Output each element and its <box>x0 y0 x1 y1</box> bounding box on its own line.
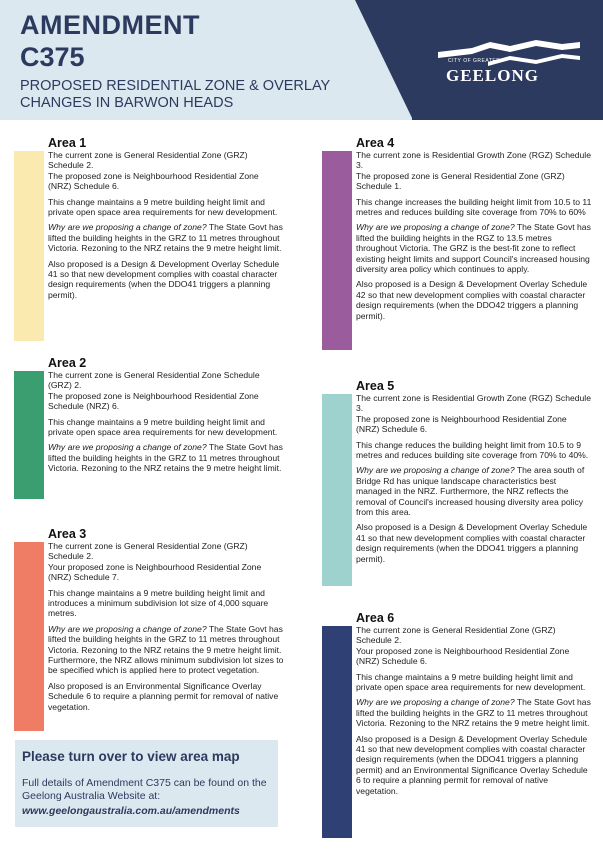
area-6-why <box>356 697 592 728</box>
area-1-why-answer: The State Govt has lifted the building heights in the GRZ to 11 metres throughout Victoria. Rezoning to the NRZ retains the 9 metre height limit. <box>48 222 283 254</box>
area-2-color-bar <box>14 371 44 499</box>
area-5-change: This change reduces the building height limit from 10.5 to 9 metres and reduces building site coverage from 70% to 40%. <box>356 439 589 461</box>
area-6-title: Area 6 <box>356 611 395 625</box>
area-6-overlay: Also proposed is a Design & Development Overlay Schedule 41 so that new development complies with coastal character design requirements (when the DDO41 triggers a planning permit) and an Environmental Significance Overlay Schedule 6 to require a planning permit for removal of native vegetation. <box>356 733 588 796</box>
area-1-proposed-zone: The proposed zone is Neighbourhood Residential Zone (NRZ) Schedule 6. <box>48 170 259 192</box>
area-4-current-zone: The current zone is Residential Growth Zone (RGZ) Schedule 3. <box>356 150 591 171</box>
area-6-color-bar <box>322 626 352 838</box>
area-5-why <box>356 465 592 517</box>
area-2-title: Area 2 <box>48 356 87 370</box>
area-5-why-answer: The area south of Bridge Rd has unique landscape characteristics best managed in the NRZ. Furthermore, the NRZ reflects the removal of Council's increased housing diversity area policy from this area. <box>356 465 585 518</box>
callout-title: Please turn over to view area map <box>22 749 240 764</box>
area-3-current-zone: The current zone is General Residential Zone (GRZ) Schedule 2. <box>48 541 248 562</box>
page-title: AMENDMENT <box>20 10 200 40</box>
area-3-proposed-zone: Your proposed zone is Neighbourhood Residential Zone (NRZ) Schedule 7. <box>48 561 262 583</box>
area-6-why-question: Why are we proposing a change of zone? <box>356 697 515 708</box>
page-subtitle: PROPOSED RESIDENTIAL ZONE & OVERLAY CHANGES IN BARWON HEADS <box>20 78 330 111</box>
area-5-title: Area 5 <box>356 379 395 393</box>
area-1-change: This change maintains a 9 metre building height limit and private open space area requirements for new development. <box>48 196 278 218</box>
area-1-current-zone: The current zone is General Residential Zone (GRZ) Schedule 2. <box>48 150 248 171</box>
area-2-why-question: Why are we proposing a change of zone? <box>48 442 207 453</box>
area-5-overlay: Also proposed is a Design & Development Overlay Schedule 41 so that new development complies with coastal character design requirements (when the DDO41 triggers a planning permit). <box>356 522 588 564</box>
area-6-proposed-zone: Your proposed zone is Neighbourhood Residential Zone (NRZ) Schedule 6. <box>356 645 570 667</box>
area-4-overlay: Also proposed is a Design & Development Overlay Schedule 42 so that new development complies with coastal character design requirements (when the DDO42 triggers a planning permit). <box>356 279 588 321</box>
area-2-change: This change maintains a 9 metre building height limit and private open space area requirements for new development. <box>48 416 278 438</box>
area-1-why-question: Why are we proposing a change of zone? <box>48 222 207 233</box>
area-3-change: This change maintains a 9 metre building height limit and introduces a minimum subdivision lot size of 4,000 square metres. <box>48 587 269 619</box>
logo-city-text: CITY OF GREATER <box>448 58 501 64</box>
header <box>0 0 603 120</box>
area-1-title: Area 1 <box>48 136 87 150</box>
area-1-overlay: Also proposed is a Design & Development Overlay Schedule 41 so that new development complies with coastal character design requirements (when the DDO41 triggers a planning permit). <box>48 258 280 300</box>
area-5-why-question: Why are we proposing a change of zone? <box>356 465 515 476</box>
amendments-website-link[interactable]: www.geelongaustralia.com.au/amendments <box>22 805 240 817</box>
area-4-color-bar <box>322 151 352 350</box>
area-2-current-zone: The current zone is General Residential Zone Schedule (GRZ) 2. <box>48 370 260 391</box>
area-3-color-bar <box>14 542 44 731</box>
area-6-why-answer: The State Govt has lifted the building heights in the GRZ to 11 metres throughout Victoria. Rezoning to the NRZ retains the 9 metre height limit. <box>356 697 591 729</box>
area-3-why <box>48 624 284 676</box>
area-3-why-question: Why are we proposing a change of zone? <box>48 623 207 634</box>
area-2-why-answer: The State Govt has lifted the building heights in the GRZ to 11 metres throughout Victoria. Rezoning to the NRZ retains the 9 metre height limit. <box>48 442 283 474</box>
area-4-why-answer: The State Govt has lifted the building heights in the RGZ to 13.5 metres throughout Victoria. The GRZ is the best-fit zone to reflect existing height limits and support Council's increased housing diversity area policy which continues to apply. <box>356 222 591 275</box>
logo-name-text: GEELONG <box>446 66 539 85</box>
callout-body: Full details of Amendment C375 can be found on the Geelong Australia Website at: <box>22 777 267 802</box>
turn-over-callout <box>15 740 278 827</box>
area-1-color-bar <box>14 151 44 341</box>
area-2-proposed-zone: The proposed zone is Neighbourhood Residential Zone Schedule (NRZ) 6. <box>48 390 259 412</box>
amendment-number: C375 <box>20 42 85 72</box>
area-4-why <box>356 222 592 274</box>
area-6-current-zone: The current zone is General Residential Zone (GRZ) Schedule 2. <box>356 625 556 646</box>
area-3-overlay: Also proposed is an Environmental Significance Overlay Schedule 6 to require a planning permit for removal of native vegetation. <box>48 680 279 712</box>
area-5-color-bar <box>322 394 352 586</box>
area-2-why <box>48 442 284 473</box>
area-5-current-zone: The current zone is Residential Growth Zone (RGZ) Schedule 3. <box>356 393 591 414</box>
area-4-proposed-zone: The proposed zone is General Residential Zone (GRZ) Schedule 1. <box>356 170 565 192</box>
area-4-change: This change increases the building height limit from 10.5 to 11 metres and reduces building site coverage from 70% to 60% <box>356 196 592 218</box>
area-6-change: This change maintains a 9 metre building height limit and private open space area requirements for new development. <box>356 671 586 693</box>
area-1-why <box>48 222 284 253</box>
area-4-why-question: Why are we proposing a change of zone? <box>356 222 515 233</box>
area-5-proposed-zone: The proposed zone is Neighbourhood Residential Zone (NRZ) Schedule 6. <box>356 413 567 435</box>
area-4-title: Area 4 <box>356 136 395 150</box>
area-3-why-answer: The State Govt has lifted the building heights in the GRZ to 11 metres throughout Victoria. Rezoning to the NRZ retains the 9 metre height limit. Furthermore, the NRZ allows minimum subdivision lot sizes to be specified which is applied here to protect vegetation. <box>48 623 284 676</box>
area-3-title: Area 3 <box>48 527 87 541</box>
